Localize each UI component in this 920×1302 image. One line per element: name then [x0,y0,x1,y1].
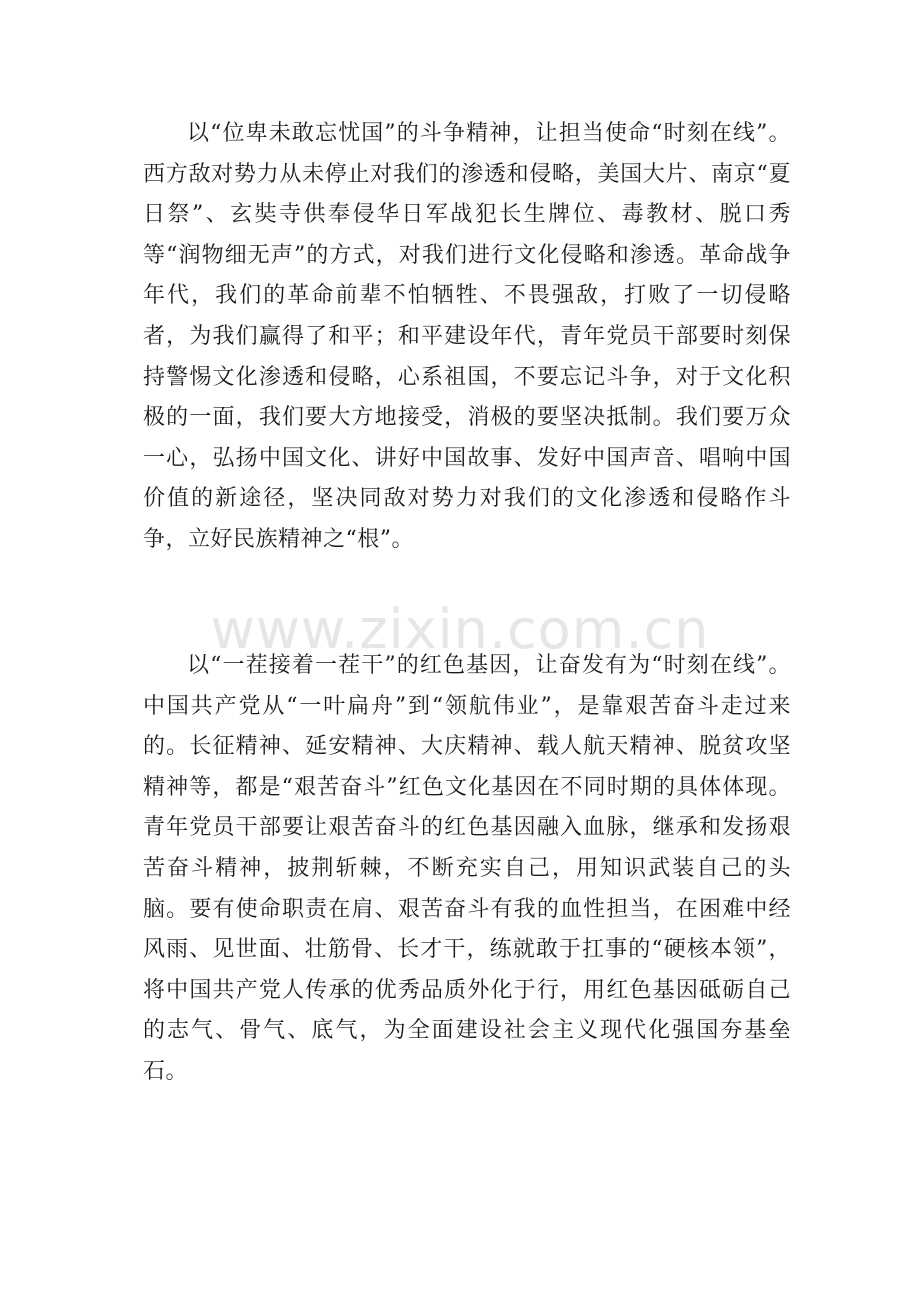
watermark-text: www.zixin.com.cn [210,598,710,661]
paragraph-red-gene: 以“一茬接着一茬干”的红色基因，让奋发有为“时刻在线”。中国共产党从“一叶扁舟”到“领航伟业”，是靠艰苦奋斗走过来的。长征精神、延安精神、大庆精神、载人航天精神、脱贫攻坚精神等，都是“艰苦奋斗”红色文化基因在不同时期的具体体现。青年党员干部要让艰苦奋斗的红色基因融入血脉，继承和发扬艰苦奋斗精神，披荆斩棘，不断充实自己，用知识武装自己的头脑。要有使命职责在肩、艰苦奋斗有我的血性担当，在困难中经风雨、见世面、壮筋骨、长才干，练就敢于扛事的“硬核本领”，将中国共产党人传承的优秀品质外化于行，用红色基因砥砺自己的志气、骨气、底气，为全面建设社会主义现代化强国夯基垒石。 [143,653,791,1084]
paragraph-struggle-spirit: 以“位卑未敢忘忧国”的斗争精神，让担当使命“时刻在线”。西方敌对势力从未停止对我们的渗透和侵略，美国大片、南京“夏日祭”、玄奘寺供奉侵华日军战犯长生牌位、毒教材、脱口秀等“润物细无声”的方式，对我们进行文化侵略和渗透。革命战争年代，我们的革命前辈不怕牺牲、不畏强敌，打败了一切侵略者，为我们赢得了和平；和平建设年代，青年党员干部要时刻保持警惕文化渗透和侵略，心系祖国，不要忘记斗争，对于文化积极的一面，我们要大方地接受，消极的要坚决抵制。我们要万众一心，弘扬中国文化、讲好中国故事、发好中国声音、唱响中国价值的新途径，坚决同敌对势力对我们的文化渗透和侵略作斗争，立好民族精神之“根”。 [143,121,791,552]
